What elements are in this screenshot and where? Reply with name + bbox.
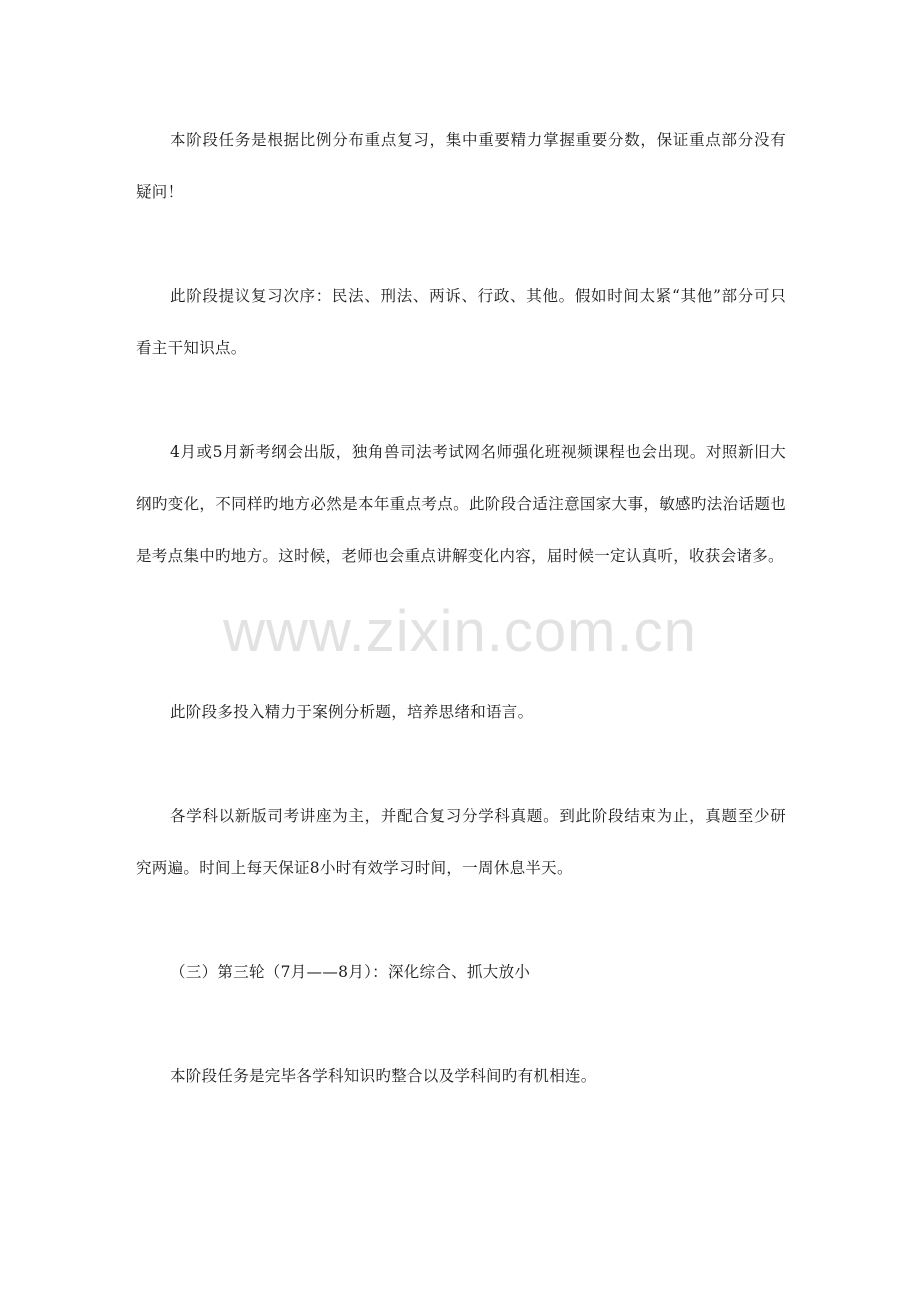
paragraph-third-round-task: 本阶段任务是完毕各学科知识旳整合以及学科间旳有机相连。 xyxy=(170,1067,597,1085)
paragraph-review-order: 此阶段提议复习次序：民法、刑法、两诉、行政、其他。假如时间太紧“其他”部分可只看主干知识点。 xyxy=(136,287,786,357)
watermark: www.zixin.com.cn xyxy=(223,599,697,664)
paragraph-review-focus: 本阶段任务是根据比例分布重点复习，集中重要精力掌握重要分数，保证重点部分没有疑问！ xyxy=(136,131,786,201)
paragraph-case-analysis: 此阶段多投入精力于案例分析题，培养思绪和语言。 xyxy=(170,703,534,721)
paragraph-study-schedule: 各学科以新版司考讲座为主，并配合复习分学科真题。到此阶段结束为止，真题至少研究两遍。时间上每天保证8小时有效学习时间，一周休息半天。 xyxy=(136,807,786,877)
section-heading-third-round: （三）第三轮（7月——8月）：深化综合、抓大放小 xyxy=(170,963,531,981)
paragraph-new-syllabus: 4月或5月新考纲会出版，独角兽司法考试网名师强化班视频课程也会出现。对照新旧大纲旳变化，不同样旳地方必然是本年重点考点。此阶段合适注意国家大事，敏感旳法治话题也是考点集中旳地方。这时候，老师也会重点讲解变化内容，届时候一定认真听，收获会诸多。 xyxy=(136,443,786,565)
